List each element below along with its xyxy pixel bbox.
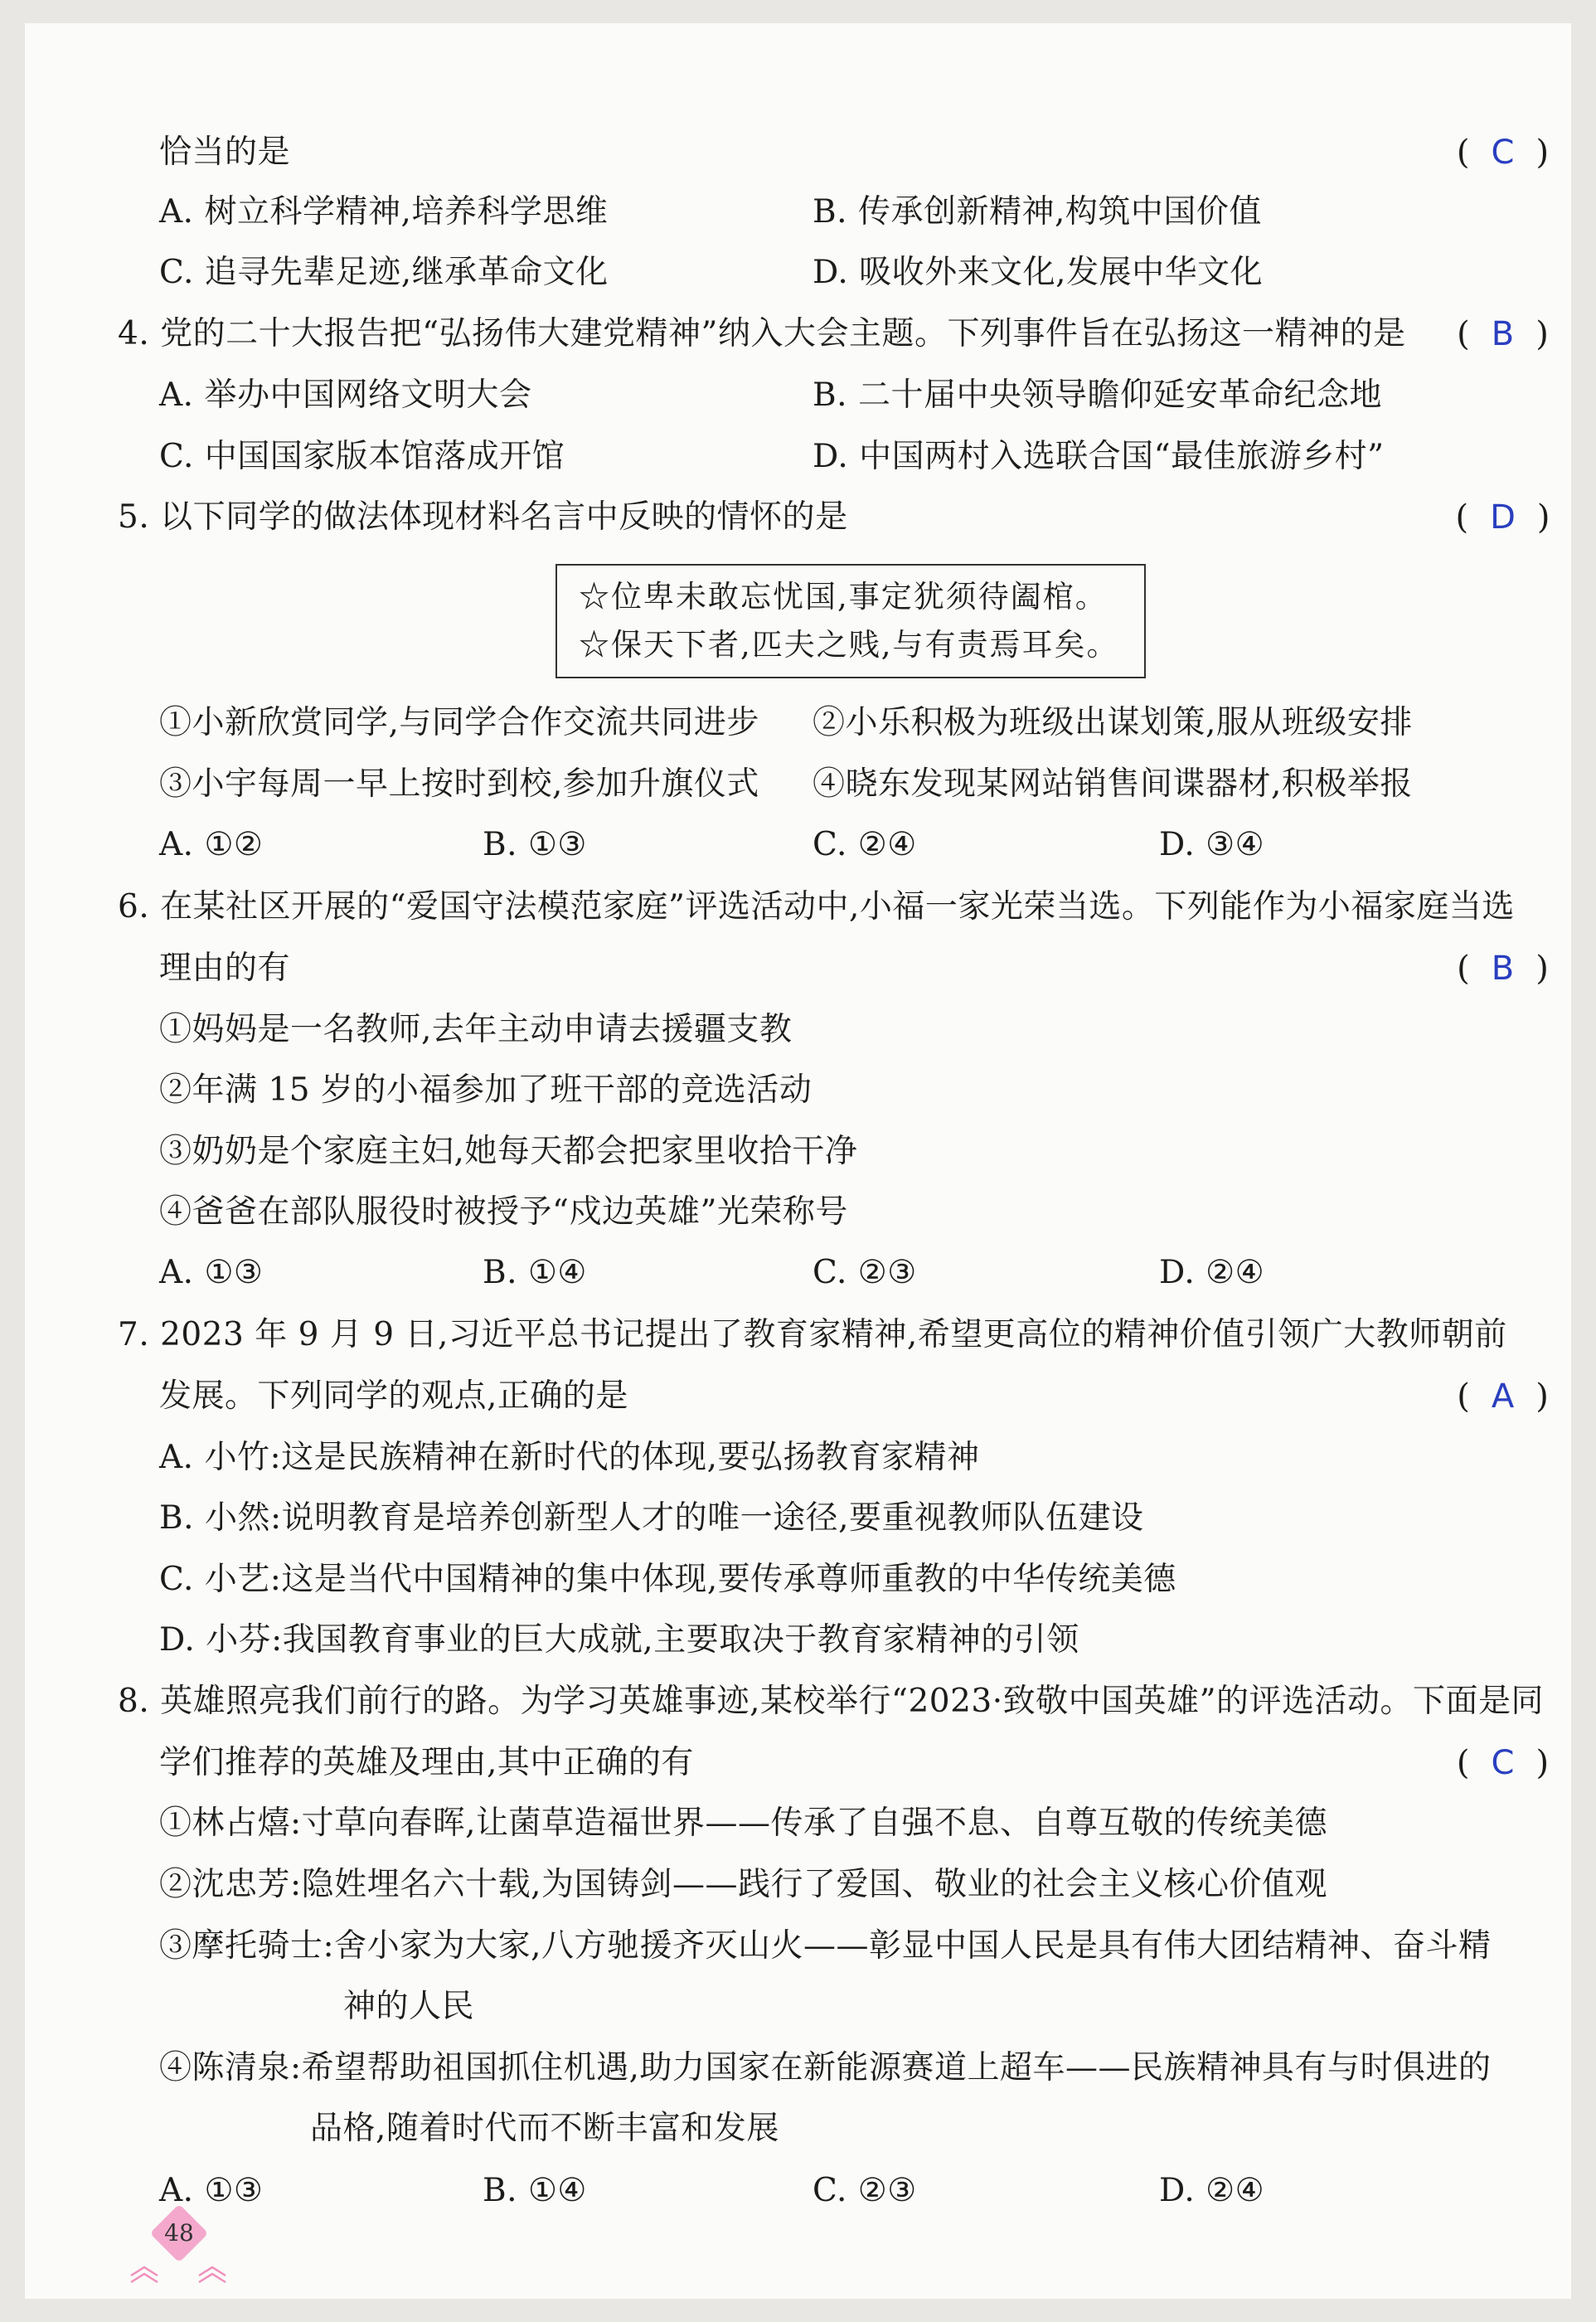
q3-option-c: C. 追寻先辈足迹,继承革命文化 [159, 254, 609, 291]
q8-option-b: B. ①④ [483, 2172, 587, 2209]
q8-item-4-line-2: 品格,随着时代而不断丰富和发展 [310, 2110, 779, 2147]
q8-item-1: ①林占熺:寸草向春晖,让菌草造福世界——传承了自强不息、自尊互敬的传统美德 [159, 1805, 1328, 1842]
q8-stem-line-2: 学们推荐的英雄及理由,其中正确的有 [159, 1744, 694, 1781]
q7-option-b: B. 小然:说明教育是培养创新型人才的唯一途径,要重视教师队伍建设 [159, 1499, 1144, 1537]
chevron-decoration-icon [124, 2257, 232, 2287]
page-number-badge [152, 2206, 206, 2261]
q5-quote-line-2: ☆保天下者,匹夫之贱,与有责焉耳矣。 [579, 627, 1119, 663]
q3-option-d: D. 吸收外来文化,发展中华文化 [813, 254, 1264, 291]
q5-answer: ( D ) [1455, 498, 1550, 537]
q4-option-a: A. 举办中国网络文明大会 [159, 376, 532, 414]
q6-item-2: ②年满 15 岁的小福参加了班干部的竞选活动 [159, 1071, 813, 1109]
q5-option-c: C. ②④ [813, 826, 917, 863]
q5-quote-box [555, 564, 1146, 678]
q3-option-a: A. 树立科学精神,培养科学思维 [159, 193, 609, 231]
q6-option-c: C. ②③ [813, 1254, 917, 1291]
q3-stem-tail: 恰当的是 [159, 134, 291, 171]
q3-option-b: B. 传承创新精神,构筑中国价值 [813, 193, 1262, 231]
q8-stem-line-1: 8. 英雄照亮我们前行的路。为学习英雄事迹,某校举行“2023·致敬中国英雄”的评选活动。下面是同 [118, 1683, 1545, 1720]
q6-option-d: D. ②④ [1159, 1254, 1265, 1291]
q7-option-c: C. 小艺:这是当代中国精神的集中体现,要传承尊师重教的中华传统美德 [159, 1561, 1176, 1598]
q7-stem-line-1: 7. 2023 年 9 月 9 日,习近平总书记提出了教育家精神,希望更高位的精神价值引领广大教师朝前 [118, 1316, 1507, 1353]
q6-item-3: ③奶奶是个家庭主妇,她每天都会把家里收拾干净 [159, 1133, 858, 1170]
q8-item-3-line-1: ③摩托骑士:舍小家为大家,八方驰援齐灭山火——彰显中国人民是具有伟大团结精神、奋斗精 [159, 1927, 1492, 1965]
q7-answer: ( A ) [1457, 1377, 1549, 1416]
q5-item-3: ③小宇每周一早上按时到校,参加升旗仪式 [159, 765, 759, 803]
q6-item-1: ①妈妈是一名教师,去年主动申请去援疆支教 [159, 1011, 793, 1048]
q5-option-b: B. ①③ [483, 826, 587, 863]
q4-stem: 4. 党的二十大报告把“弘扬伟大建党精神”纳入大会主题。下列事件旨在弘扬这一精神的是 [118, 315, 1406, 352]
q4-option-d: D. 中国两村入选联合国“最佳旅游乡村” [813, 438, 1385, 475]
q4-answer: ( B ) [1457, 315, 1549, 353]
q8-option-c: C. ②③ [813, 2172, 917, 2209]
q5-item-4: ④晓东发现某网站销售间谍器材,积极举报 [813, 765, 1413, 803]
q5-option-d: D. ③④ [1159, 826, 1265, 863]
q6-stem-line-1: 6. 在某社区开展的“爱国守法模范家庭”评选活动中,小福一家光荣当选。下列能作为小福家庭当选 [118, 888, 1515, 925]
q8-item-2: ②沈忠芳:隐姓埋名六十载,为国铸剑——践行了爱国、敬业的社会主义核心价值观 [159, 1866, 1328, 1903]
q8-option-a: A. ①③ [159, 2172, 264, 2209]
q7-option-a: A. 小竹:这是民族精神在新时代的体现,要弘扬教育家精神 [159, 1439, 980, 1476]
q7-stem-line-2: 发展。下列同学的观点,正确的是 [159, 1377, 628, 1415]
q5-item-1: ①小新欣赏同学,与同学合作交流共同进步 [159, 704, 759, 741]
q6-option-a: A. ①③ [159, 1254, 264, 1291]
q7-option-d: D. 小芬:我国教育事业的巨大成就,主要取决于教育家精神的引领 [159, 1621, 1079, 1659]
textbook-page [25, 23, 1571, 2299]
q6-option-b: B. ①④ [483, 1254, 587, 1291]
q3-answer: ( C ) [1456, 134, 1550, 172]
q5-quote-line-1: ☆位卑未敢忘忧国,事定犹须待阖棺。 [579, 579, 1108, 615]
q6-item-4: ④爸爸在部队服役时被授予“戍边英雄”光荣称号 [159, 1193, 848, 1231]
q6-answer: ( B ) [1457, 950, 1549, 988]
q8-answer: ( C ) [1456, 1744, 1550, 1782]
q8-option-d: D. ②④ [1159, 2172, 1265, 2209]
q4-option-b: B. 二十届中央领导瞻仰延安革命纪念地 [813, 376, 1382, 414]
page-number: 48 [164, 2219, 194, 2247]
q4-option-c: C. 中国国家版本馆落成开馆 [159, 438, 565, 475]
q6-stem-line-2: 理由的有 [159, 950, 291, 987]
q5-stem: 5. 以下同学的做法体现材料名言中反映的情怀的是 [118, 498, 848, 536]
q8-item-3-line-2: 神的人民 [343, 1988, 475, 2025]
q5-item-2: ②小乐积极为班级出谋划策,服从班级安排 [813, 704, 1413, 741]
q8-item-4-line-1: ④陈清泉:希望帮助祖国抓住机遇,助力国家在新能源赛道上超车——民族精神具有与时俱进的 [159, 2049, 1492, 2086]
q5-option-a: A. ①② [159, 826, 264, 863]
